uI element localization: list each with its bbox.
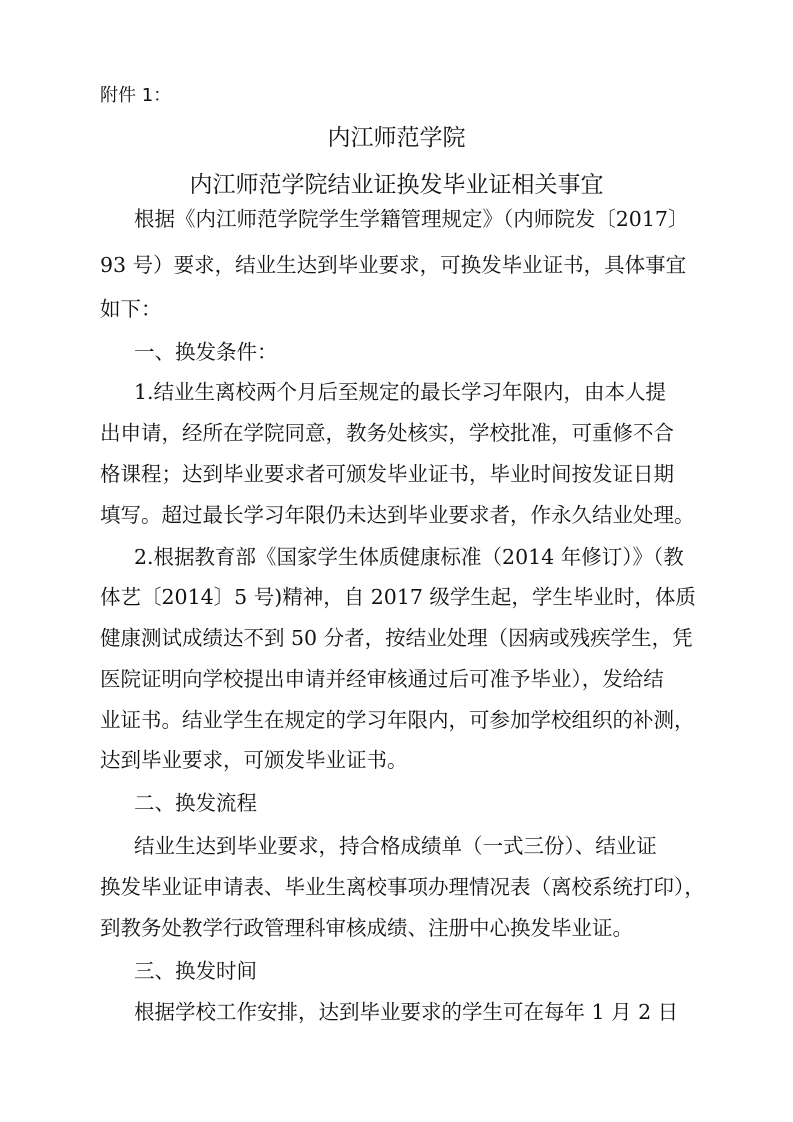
item-2-line-2: 体艺〔2014〕5 号)精神，自 2017 级学生起，学生毕业时，体质: [100, 585, 696, 609]
item-2-line-5: 业证书。结业学生在规定的学习年限内，可参加学校组织的补测，: [100, 708, 695, 732]
item-1-line-2: 出申请，经所在学院同意，教务处核实，学校批准，可重修不合: [100, 421, 674, 445]
intro-line-1: 根据《内江师范学院学生学籍管理规定》（内师院发〔2017〕: [134, 207, 689, 231]
item-1-line-1: 1.结业生离校两个月后至规定的最长学习年限内，由本人提: [134, 380, 667, 404]
process-line-1: 结业生达到毕业要求，持合格成绩单（一式三份）、结业证: [134, 834, 657, 858]
item-2-line-6: 达到毕业要求，可颁发毕业证书。: [100, 748, 408, 772]
process-line-3: 到教务处教学行政管理科审核成绩、注册中心换发毕业证。: [100, 916, 633, 940]
section-1-heading: 一、换发条件：: [134, 340, 278, 364]
document-title: 内江师范学院结业证换发毕业证相关事宜: [189, 172, 604, 198]
attachment-label: 附件 1：: [100, 85, 172, 106]
item-2-line-1: 2.根据教育部《国家学生体质健康标准（2014 年修订）》（教: [134, 545, 684, 569]
item-2-line-4: 医院证明向学校提出申请并经审核通过后可准予毕业），发给结: [100, 667, 664, 691]
process-line-2: 换发毕业证申请表、毕业生离校事项办理情况表（离校系统打印），: [100, 875, 705, 899]
intro-line-2: 93 号）要求，结业生达到毕业要求，可换发毕业证书，具体事宜: [100, 253, 687, 277]
section-3-heading: 三、换发时间: [134, 959, 257, 983]
institution-title: 内江师范学院: [327, 125, 466, 151]
intro-line-3: 如下：: [100, 297, 162, 321]
item-1-line-4: 填写。超过最长学习年限仍未达到毕业要求者，作永久结业处理。: [100, 503, 695, 527]
item-1-line-3: 格课程；达到毕业要求者可颁发毕业证书，毕业时间按发证日期: [100, 462, 674, 486]
timing-line-1: 根据学校工作安排，达到毕业要求的学生可在每年 1 月 2 日: [134, 1000, 679, 1024]
section-2-heading: 二、换发流程: [134, 791, 257, 815]
item-2-line-3: 健康测试成绩达不到 50 分者，按结业处理（因病或残疾学生，凭: [100, 626, 693, 650]
